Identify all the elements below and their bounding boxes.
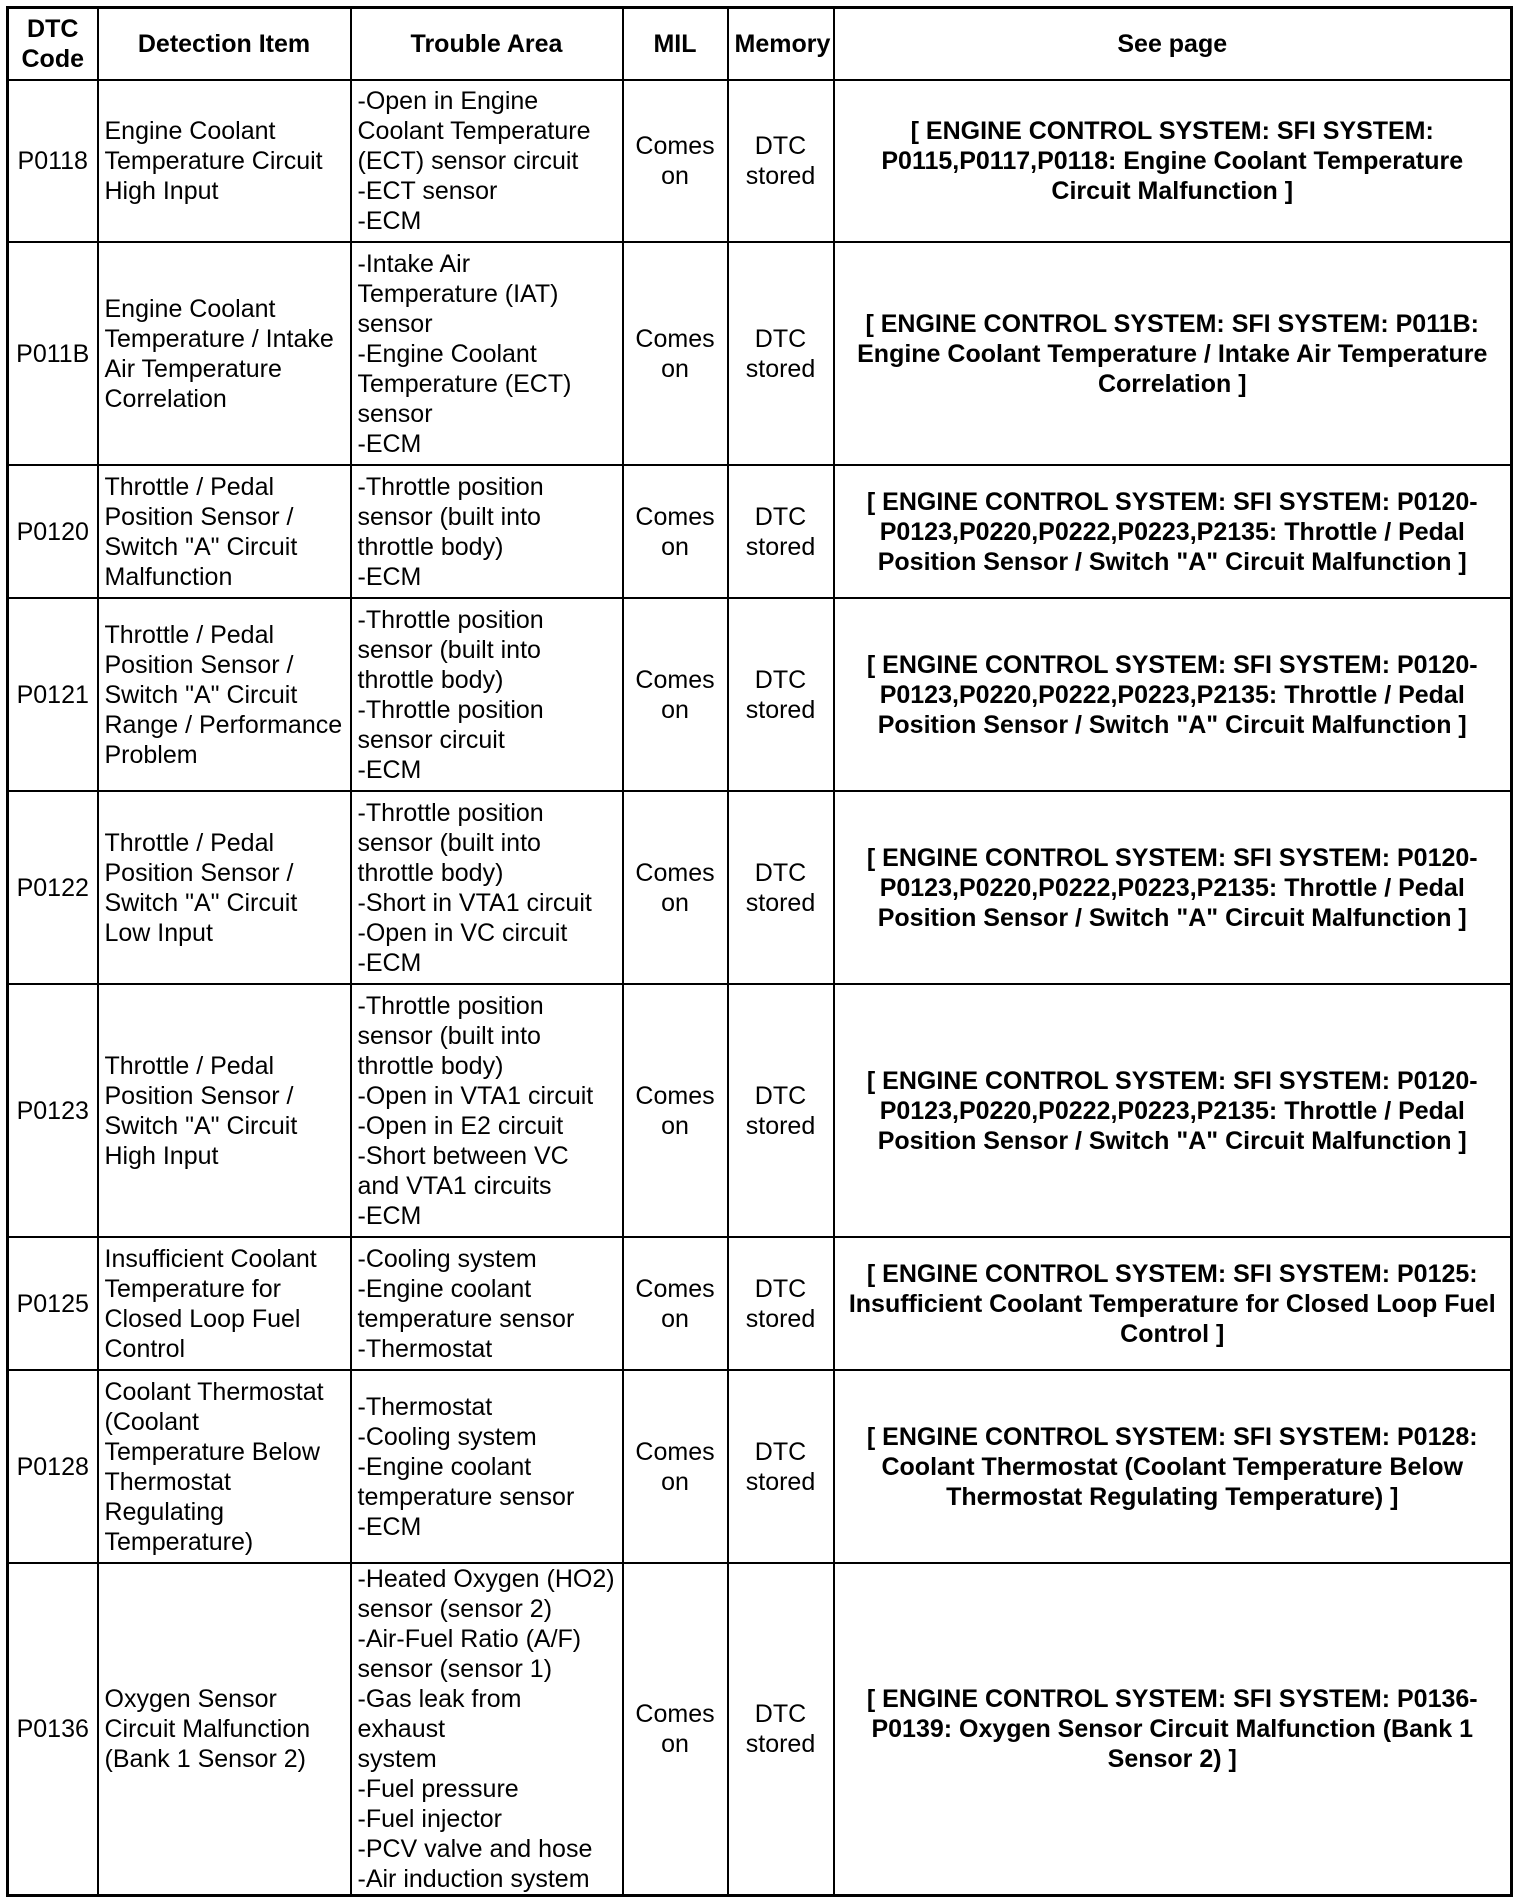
dtc-code-cell: P0122 (8, 791, 98, 984)
detection-item-cell: Throttle / Pedal Position Sensor / Switch "A" Circuit Range / Performance Problem (98, 598, 351, 791)
mil-cell: Comes on (623, 984, 728, 1237)
mil-cell: Comes on (623, 1563, 728, 1896)
see-page-link[interactable]: [ ENGINE CONTROL SYSTEM: SFI SYSTEM: P0120-P0123,P0220,P0222,P0223,P2135: Throttle / Pedal Position Sensor / Switch "A" Circuit Malfunction ] (834, 984, 1512, 1237)
dtc-code-cell: P0136 (8, 1563, 98, 1896)
detection-item-cell: Throttle / Pedal Position Sensor / Switch "A" Circuit Malfunction (98, 465, 351, 598)
see-page-link[interactable]: [ ENGINE CONTROL SYSTEM: SFI SYSTEM: P0125: Insufficient Coolant Temperature for Closed Loop Fuel Control ] (834, 1237, 1512, 1370)
memory-cell: DTC stored (728, 1237, 834, 1370)
table-header-row (8, 8, 1512, 81)
mil-cell: Comes on (623, 1237, 728, 1370)
trouble-area-cell: -Thermostat -Cooling system -Engine coolant temperature sensor -ECM (351, 1370, 623, 1563)
table-row (8, 1237, 1512, 1370)
detection-item-cell: Coolant Thermostat (Coolant Temperature Below Thermostat Regulating Temperature) (98, 1370, 351, 1563)
dtc-code-cell: P0125 (8, 1237, 98, 1370)
detection-item-cell: Oxygen Sensor Circuit Malfunction (Bank 1 Sensor 2) (98, 1563, 351, 1896)
mil-cell: Comes on (623, 80, 728, 242)
memory-cell: DTC stored (728, 598, 834, 791)
memory-cell: DTC stored (728, 465, 834, 598)
mil-cell: Comes on (623, 465, 728, 598)
table-row (8, 80, 1512, 242)
mil-cell: Comes on (623, 1370, 728, 1563)
see-page-link[interactable]: [ ENGINE CONTROL SYSTEM: SFI SYSTEM: P0136-P0139: Oxygen Sensor Circuit Malfunction (Bank 1 Sensor 2) ] (834, 1563, 1512, 1896)
memory-cell: DTC stored (728, 1370, 834, 1563)
detection-item-cell: Throttle / Pedal Position Sensor / Switch "A" Circuit Low Input (98, 791, 351, 984)
mil-cell: Comes on (623, 598, 728, 791)
dtc-table-wrapper (6, 6, 1513, 1897)
dtc-code-cell: P0128 (8, 1370, 98, 1563)
table-row (8, 791, 1512, 984)
detection-item-cell: Insufficient Coolant Temperature for Closed Loop Fuel Control (98, 1237, 351, 1370)
trouble-area-cell: -Throttle position sensor (built into throttle body) -ECM (351, 465, 623, 598)
memory-cell: DTC stored (728, 242, 834, 465)
header-dtc-code: DTC Code (8, 8, 98, 81)
table-row (8, 984, 1512, 1237)
header-mil: MIL (623, 8, 728, 81)
trouble-area-cell: -Throttle position sensor (built into throttle body) -Open in VTA1 circuit -Open in E2 circuit -Short between VC and VTA1 circuits -ECM (351, 984, 623, 1237)
dtc-table (6, 6, 1513, 1897)
table-row (8, 1370, 1512, 1563)
trouble-area-cell: -Heated Oxygen (HO2) sensor (sensor 2) -Air-Fuel Ratio (A/F) sensor (sensor 1) -Gas leak from exhaust system -Fuel pressure -Fuel injector -PCV valve and hose -Air induction system (351, 1563, 623, 1896)
see-page-link[interactable]: [ ENGINE CONTROL SYSTEM: SFI SYSTEM: P0120-P0123,P0220,P0222,P0223,P2135: Throttle / Pedal Position Sensor / Switch "A" Circuit Malfunction ] (834, 598, 1512, 791)
see-page-link[interactable]: [ ENGINE CONTROL SYSTEM: SFI SYSTEM: P011B: Engine Coolant Temperature / Intake Air Temperature Correlation ] (834, 242, 1512, 465)
header-see-page: See page (834, 8, 1512, 81)
memory-cell: DTC stored (728, 80, 834, 242)
mil-cell: Comes on (623, 242, 728, 465)
dtc-code-cell: P0118 (8, 80, 98, 242)
header-memory: Memory (728, 8, 834, 81)
see-page-link[interactable]: [ ENGINE CONTROL SYSTEM: SFI SYSTEM: P0128: Coolant Thermostat (Coolant Temperature Below Thermostat Regulating Temperature) ] (834, 1370, 1512, 1563)
dtc-code-cell: P0120 (8, 465, 98, 598)
see-page-link[interactable]: [ ENGINE CONTROL SYSTEM: SFI SYSTEM: P0120-P0123,P0220,P0222,P0223,P2135: Throttle / Pedal Position Sensor / Switch "A" Circuit Malfunction ] (834, 465, 1512, 598)
see-page-link[interactable]: [ ENGINE CONTROL SYSTEM: SFI SYSTEM: P0115,P0117,P0118: Engine Coolant Temperature Circuit Malfunction ] (834, 80, 1512, 242)
table-row (8, 1563, 1512, 1896)
trouble-area-cell: -Open in Engine Coolant Temperature (ECT) sensor circuit -ECT sensor -ECM (351, 80, 623, 242)
detection-item-cell: Engine Coolant Temperature Circuit High Input (98, 80, 351, 242)
trouble-area-cell: -Intake Air Temperature (IAT) sensor -Engine Coolant Temperature (ECT) sensor -ECM (351, 242, 623, 465)
trouble-area-cell: -Cooling system -Engine coolant temperature sensor -Thermostat (351, 1237, 623, 1370)
memory-cell: DTC stored (728, 791, 834, 984)
header-detection-item: Detection Item (98, 8, 351, 81)
memory-cell: DTC stored (728, 1563, 834, 1896)
mil-cell: Comes on (623, 791, 728, 984)
trouble-area-cell: -Throttle position sensor (built into throttle body) -Short in VTA1 circuit -Open in VC circuit -ECM (351, 791, 623, 984)
memory-cell: DTC stored (728, 984, 834, 1237)
detection-item-cell: Throttle / Pedal Position Sensor / Switch "A" Circuit High Input (98, 984, 351, 1237)
table-row (8, 598, 1512, 791)
table-row (8, 242, 1512, 465)
trouble-area-cell: -Throttle position sensor (built into throttle body) -Throttle position sensor circuit -ECM (351, 598, 623, 791)
dtc-code-cell: P011B (8, 242, 98, 465)
dtc-code-cell: P0121 (8, 598, 98, 791)
detection-item-cell: Engine Coolant Temperature / Intake Air Temperature Correlation (98, 242, 351, 465)
see-page-link[interactable]: [ ENGINE CONTROL SYSTEM: SFI SYSTEM: P0120-P0123,P0220,P0222,P0223,P2135: Throttle / Pedal Position Sensor / Switch "A" Circuit Malfunction ] (834, 791, 1512, 984)
header-trouble-area: Trouble Area (351, 8, 623, 81)
table-row (8, 465, 1512, 598)
dtc-code-cell: P0123 (8, 984, 98, 1237)
